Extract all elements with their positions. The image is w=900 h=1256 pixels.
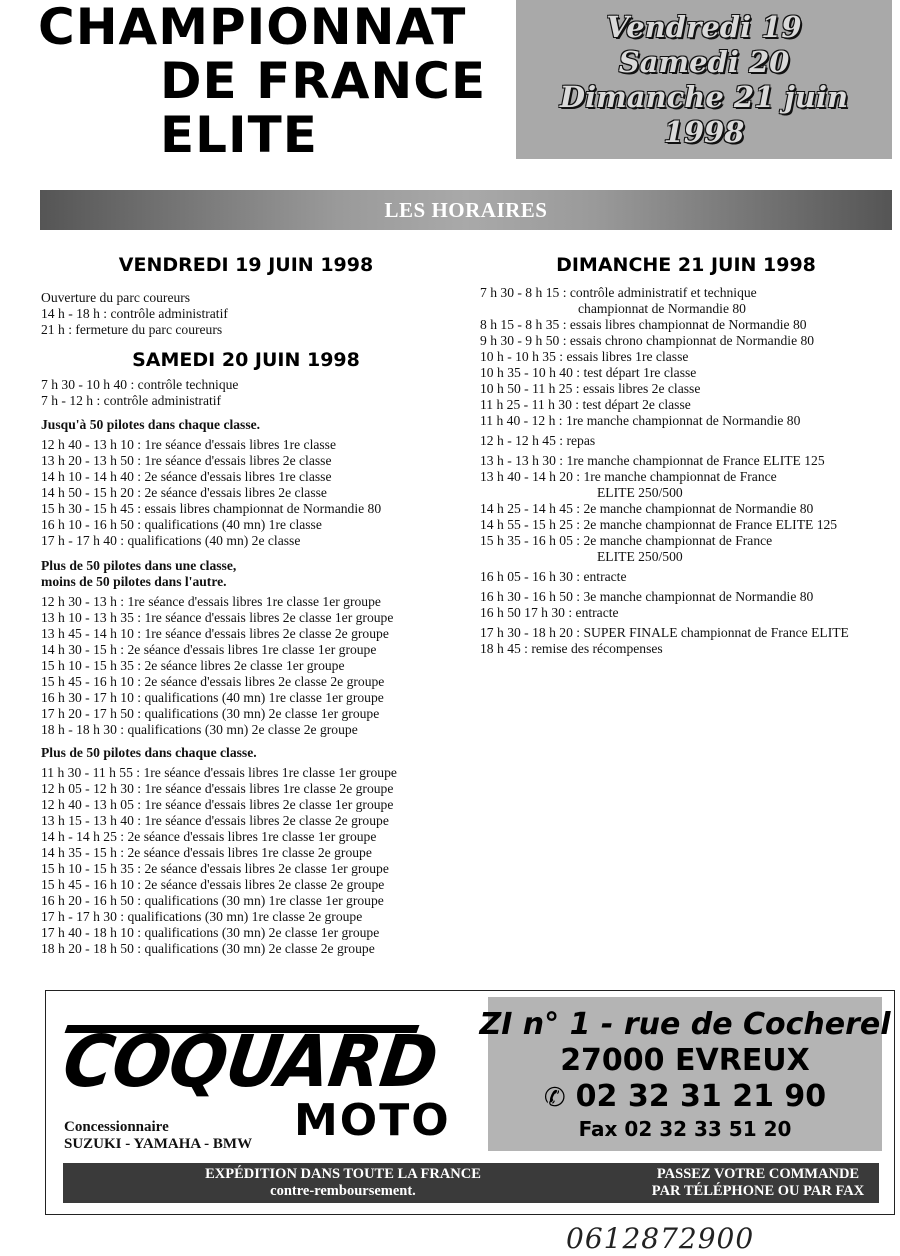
schedule-line: 13 h 20 - 13 h 50 : 1re séance d'essais libres 2e classe bbox=[41, 453, 332, 468]
schedule-line: 14 h 30 - 15 h : 2e séance d'essais libres 1re classe 1er groupe bbox=[41, 642, 377, 657]
schedule-line: 11 h 40 - 12 h : 1re manche championnat de Normandie 80 bbox=[480, 413, 801, 428]
schedule-line: 15 h 30 - 15 h 45 : essais libres championnat de Normandie 80 bbox=[41, 501, 382, 516]
phone-icon: ✆ bbox=[543, 1082, 566, 1113]
schedule-line: 14 h 50 - 15 h 20 : 2e séance d'essais libres 2e classe bbox=[41, 485, 327, 500]
schedule-line-continued: ELITE 250/500 bbox=[597, 549, 683, 564]
order-note-line: PASSEZ VOTRE COMMANDE bbox=[656, 1166, 860, 1182]
event-dates-box bbox=[516, 0, 892, 159]
schedule-line: 17 h - 17 h 30 : qualifications (30 mn) 1re classe 2e groupe bbox=[41, 909, 363, 924]
schedule-line: 18 h - 18 h 30 : qualifications (30 mn) 2e classe 2e groupe bbox=[41, 722, 358, 737]
title-line-1: CHAMPIONNAT bbox=[38, 0, 467, 56]
fax-line: Fax 02 32 33 51 20 bbox=[578, 1116, 792, 1141]
section-heading: moins de 50 pilotes dans l'autre. bbox=[41, 574, 227, 589]
date-line-3: Dimanche 21 juin bbox=[559, 79, 849, 114]
schedule-line: 12 h - 12 h 45 : repas bbox=[480, 433, 596, 448]
schedule-line: 10 h - 10 h 35 : essais libres 1re classe bbox=[480, 349, 689, 364]
phone-line bbox=[544, 1079, 826, 1116]
saturday-heading: SAMEDI 20 JUIN 1998 bbox=[132, 349, 360, 371]
schedule-banner bbox=[40, 190, 892, 230]
schedule-line: 13 h 40 - 14 h 20 : 1re manche championnat de France bbox=[480, 469, 777, 484]
address-line-2: 27000 EVREUX bbox=[560, 1042, 810, 1078]
schedule-line: 16 h 30 - 16 h 50 : 3e manche championnat de Normandie 80 bbox=[480, 589, 814, 604]
schedule-line: 7 h 30 - 10 h 40 : contrôle technique bbox=[41, 377, 239, 392]
section-heading: Plus de 50 pilotes dans chaque classe. bbox=[41, 745, 257, 760]
schedule-line: 8 h 15 - 8 h 35 : essais libres championnat de Normandie 80 bbox=[480, 317, 807, 332]
schedule-line: 16 h 30 - 17 h 10 : qualifications (40 mn) 1re classe 1er groupe bbox=[41, 690, 384, 705]
dealer-advertisement bbox=[45, 990, 895, 1215]
friday-heading: VENDREDI 19 JUIN 1998 bbox=[118, 254, 374, 276]
schedule-line: 16 h 20 - 16 h 50 : qualifications (30 mn) 1re classe 1er groupe bbox=[41, 893, 384, 908]
schedule-line: 11 h 30 - 11 h 55 : 1re séance d'essais libres 1re classe 1er groupe bbox=[41, 765, 397, 780]
schedule-line: 13 h 15 - 13 h 40 : 1re séance d'essais libres 2e classe 2e groupe bbox=[41, 813, 389, 828]
schedule-line: 11 h 25 - 11 h 30 : test départ 2e classe bbox=[480, 397, 691, 412]
schedule-line: 15 h 45 - 16 h 10 : 2e séance d'essais libres 2e classe 2e groupe bbox=[41, 877, 385, 892]
schedule-line: 18 h 20 - 18 h 50 : qualifications (30 mn) 2e classe 2e groupe bbox=[41, 941, 375, 956]
schedule-line: 14 h 35 - 15 h : 2e séance d'essais libres 1re classe 2e groupe bbox=[41, 845, 372, 860]
logo-brand-name: COQUARD bbox=[58, 1021, 442, 1104]
schedule-line: 17 h 20 - 17 h 50 : qualifications (30 mn) 2e classe 1er groupe bbox=[41, 706, 380, 721]
schedule-line: 18 h 45 : remise des récompenses bbox=[480, 641, 663, 656]
sunday-schedule bbox=[480, 285, 849, 657]
banner-title: LES HORAIRES bbox=[384, 197, 548, 222]
sunday-heading: DIMANCHE 21 JUIN 1998 bbox=[556, 254, 816, 276]
schedule-line: 17 h - 17 h 40 : qualifications (40 mn) 2e classe bbox=[41, 533, 301, 548]
schedule-line: 14 h 55 - 15 h 25 : 2e manche championnat de France ELITE 125 bbox=[480, 517, 838, 532]
order-note bbox=[638, 1166, 878, 1200]
dealer-info bbox=[64, 1119, 252, 1153]
brands-line: SUZUKI - YAMAHA - BMW bbox=[64, 1136, 253, 1152]
section-heading: Plus de 50 pilotes dans une classe, bbox=[41, 558, 237, 573]
dealer-contact-box bbox=[479, 997, 891, 1151]
title-line-2: DE FRANCE bbox=[160, 52, 487, 110]
schedule-line: 10 h 35 - 10 h 40 : test départ 1re classe bbox=[480, 365, 697, 380]
ad-footer-band bbox=[63, 1163, 879, 1203]
handwritten-number: 0612872900 bbox=[566, 1222, 755, 1255]
logo-moto-word: MOTO bbox=[294, 1095, 451, 1146]
schedule-line: 17 h 40 - 18 h 10 : qualifications (30 mn) 2e classe 1er groupe bbox=[41, 925, 380, 940]
schedule-line: 12 h 05 - 12 h 30 : 1re séance d'essais libres 1re classe 2e groupe bbox=[41, 781, 394, 796]
schedule-line: 7 h 30 - 8 h 15 : contrôle administratif et technique bbox=[480, 285, 757, 300]
schedule-line: 9 h 30 - 9 h 50 : essais chrono championnat de Normandie 80 bbox=[480, 333, 815, 348]
section-heading: Jusqu'à 50 pilotes dans chaque classe. bbox=[41, 417, 261, 432]
schedule-line: 15 h 10 - 15 h 35 : 2e séance d'essais libres 2e classe 1er groupe bbox=[41, 861, 389, 876]
schedule-line: 13 h 10 - 13 h 35 : 1re séance d'essais libres 2e classe 1er groupe bbox=[41, 610, 394, 625]
saturday-section-1 bbox=[41, 417, 381, 549]
schedule-line: 14 h 25 - 14 h 45 : 2e manche championnat de Normandie 80 bbox=[480, 501, 814, 516]
schedule-line-continued: ELITE 250/500 bbox=[597, 485, 683, 500]
address-line-1: ZI n° 1 - rue de Cocherel bbox=[479, 1006, 891, 1042]
date-line-1: Vendredi 19 bbox=[606, 9, 802, 44]
saturday-section-3 bbox=[41, 745, 397, 957]
schedule-line: 16 h 10 - 16 h 50 : qualifications (40 mn) 1re classe bbox=[41, 517, 322, 532]
schedule-line: 17 h 30 - 18 h 20 : SUPER FINALE championnat de France ELITE bbox=[480, 625, 849, 640]
saturday-intro bbox=[41, 377, 238, 409]
schedule-line: 21 h : fermeture du parc coureurs bbox=[41, 322, 223, 337]
friday-schedule bbox=[41, 290, 228, 338]
schedule-line: 15 h 45 - 16 h 10 : 2e séance d'essais libres 2e classe 2e groupe bbox=[41, 674, 385, 689]
schedule-line: 14 h - 14 h 25 : 2e séance d'essais libres 1re classe 1er groupe bbox=[41, 829, 377, 844]
event-title bbox=[38, 0, 488, 162]
title-line-3: ELITE bbox=[160, 106, 318, 164]
shipping-note bbox=[163, 1166, 523, 1200]
schedule-line: 13 h - 13 h 30 : 1re manche championnat de France ELITE 125 bbox=[480, 453, 825, 468]
schedule-line: 15 h 35 - 16 h 05 : 2e manche championnat de France bbox=[480, 533, 773, 548]
schedule-line: 16 h 50 17 h 30 : entracte bbox=[480, 605, 619, 620]
schedule-line: 7 h - 12 h : contrôle administratif bbox=[41, 393, 222, 408]
schedule-line-continued: championnat de Normandie 80 bbox=[578, 301, 746, 316]
shipping-note-line: EXPÉDITION DANS TOUTE LA FRANCE bbox=[205, 1166, 481, 1182]
schedule-line: 16 h 05 - 16 h 30 : entracte bbox=[480, 569, 627, 584]
phone-number: 02 32 31 21 90 bbox=[575, 1078, 827, 1114]
schedule-line: 12 h 30 - 13 h : 1re séance d'essais libres 1re classe 1er groupe bbox=[41, 594, 381, 609]
shipping-note-line: contre-remboursement. bbox=[270, 1183, 416, 1199]
schedule-line: 15 h 10 - 15 h 35 : 2e séance libres 2e classe 1er groupe bbox=[41, 658, 345, 673]
schedule-line: 12 h 40 - 13 h 10 : 1re séance d'essais libres 1re classe bbox=[41, 437, 337, 452]
schedule-line: 13 h 45 - 14 h 10 : 1re séance d'essais libres 2e classe 2e groupe bbox=[41, 626, 389, 641]
schedule-line: Ouverture du parc coureurs bbox=[41, 290, 191, 305]
saturday-section-2 bbox=[41, 558, 393, 738]
schedule-line: 14 h 10 - 14 h 40 : 2e séance d'essais libres 1re classe bbox=[41, 469, 332, 484]
schedule-line: 14 h - 18 h : contrôle administratif bbox=[41, 306, 228, 321]
order-note-line: PAR TÉLÉPHONE OU PAR FAX bbox=[651, 1183, 865, 1199]
date-line-2: Samedi 20 bbox=[618, 44, 790, 79]
schedule-line: 12 h 40 - 13 h 05 : 1re séance d'essais libres 2e classe 1er groupe bbox=[41, 797, 394, 812]
concession-label: Concessionnaire bbox=[64, 1119, 169, 1135]
date-line-4: 1998 bbox=[663, 114, 745, 149]
schedule-line: 10 h 50 - 11 h 25 : essais libres 2e classe bbox=[480, 381, 701, 396]
